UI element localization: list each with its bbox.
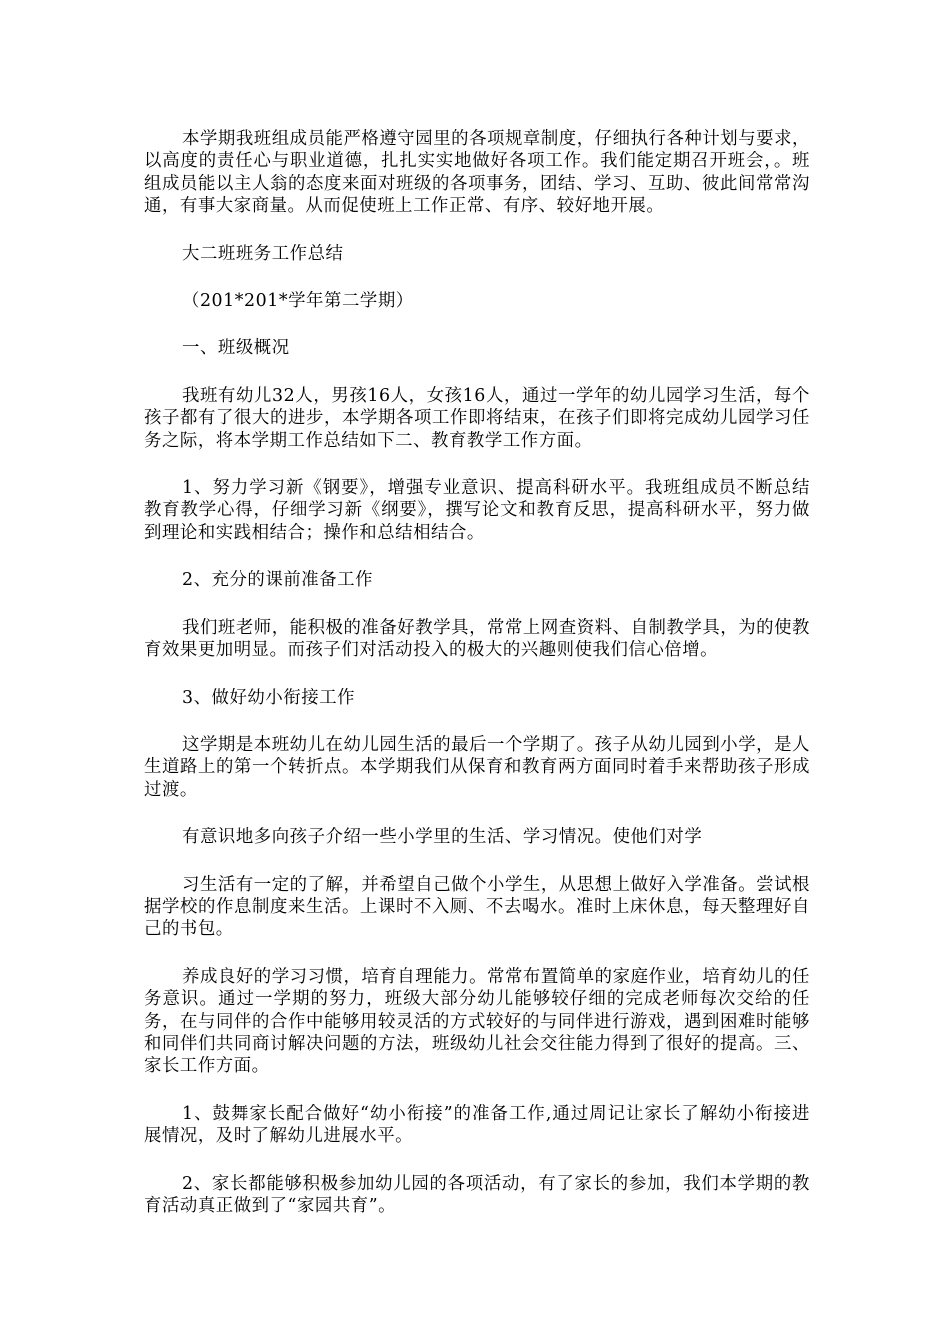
document-title: 大二班班务工作总结 [182,243,344,264]
paragraph-transition: 这学期是本班幼儿在幼儿园生活的最后一个学期了。孩子从幼儿园到小学，是人生道路上的第一个转折点。本学期我们从保育和教育两方面同时着手来帮助孩子形成过渡。 [144,734,810,800]
document-body [144,128,810,1242]
paragraph-intro: 本学期我班组成员能严格遵守园里的各项规章制度，仔细执行各种计划与要求，以高度的责任心与职业道德，扎扎实实地做好各项工作。我们能定期召开班会，。班组成员能以主人翁的态度来面对班级的各项事务，团结、学习、互助、彼此间常常沟通，有事大家商量。从而促使班上工作正常、有序、较好地开展。 [144,129,810,217]
paragraph-parent-work-1: 1、鼓舞家长配合做好“幼小衔接”的准备工作,通过周记让家长了解幼小衔接进展情况，及时了解幼儿进展水平。 [144,1103,810,1147]
subheading-lesson-prep: 2、充分的课前准备工作 [182,570,374,591]
subheading-transition: 3、做好幼小衔接工作 [182,687,356,708]
document-subtitle: （201*201*学年第二学期） [182,291,414,312]
paragraph-lesson-prep: 我们班老师，能积极的准备好教学具，常常上网查资料、自制教学具，为的使教育效果更加明显。而孩子们对活动投入的极大的兴趣则使我们信心倍增。 [144,617,810,661]
paragraph-study-outline: 1、努力学习新《钢要》，增强专业意识、提高科研水平。我班组成员不断总结教育教学心得，仔细学习新《纲要》，撰写论文和教育反思，提高科研水平，努力做到理论和实践相结合；操作和总结相结合。 [144,478,810,543]
paragraph-class-overview: 我班有幼儿32人，男孩16人，女孩16人，通过一学年的幼儿园学习生活，每个孩子都有了很大的进步，本学期各项工作即将结束，在孩子们即将完成幼儿园学习任务之际，将本学期工作总结如下二、教育教学工作方面。 [144,385,810,451]
paragraph-primary-school-intro: 有意识地多向孩子介绍一些小学里的生活、学习情况。使他们对学 [182,827,703,848]
paragraph-study-habits: 养成良好的学习习惯，培育自理能力。常常布置简单的家庭作业，培育幼儿的任务意识。通过一学期的努力，班级大部分幼儿能够较仔细的完成老师每次交给的任务，在与同伴的合作中能够用较灵活的方式较好的与同伴进行游戏，遇到困难时能够和同伴们共同商讨解决问题的方法，班级幼儿社会交往能力得到了很好的提高。三、家长工作方面。 [144,966,810,1077]
section-heading-class-overview: 一、班级概况 [182,338,290,359]
paragraph-school-readiness: 习生活有一定的了解，并希望自己做个小学生，从思想上做好入学准备。尝试根据学校的作息制度来生活。上课时不入厕、不去喝水。准时上床休息，每天整理好自己的书包。 [144,874,810,940]
paragraph-parent-work-2: 2、家长都能够积极参加幼儿园的各项活动，有了家长的参加，我们本学期的教育活动真正做到了“家园共育”。 [144,1173,810,1216]
